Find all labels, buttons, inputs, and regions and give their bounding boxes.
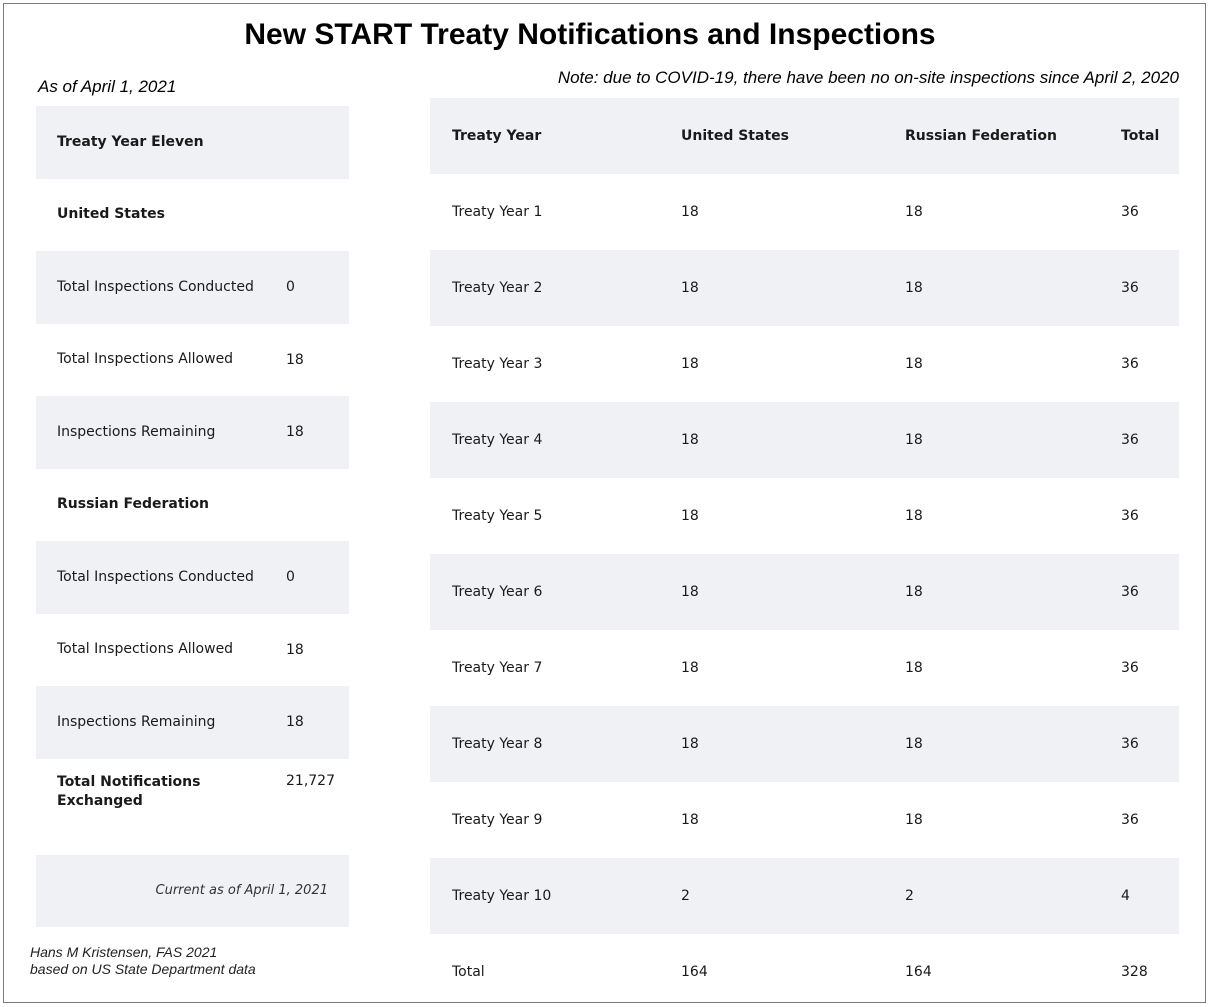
us-allowed-row [36, 324, 349, 397]
cell-united-states: 18 [681, 432, 699, 448]
cell-total: 36 [1121, 432, 1139, 448]
cell-united-states: 18 [681, 584, 699, 600]
ru-conducted-row [36, 541, 349, 614]
cell-united-states: 18 [681, 736, 699, 752]
cell-russian-federation: 18 [905, 812, 923, 828]
credit-author: Hans M Kristensen, FAS 2021 [30, 944, 218, 960]
table-row [430, 934, 1179, 1007]
cell-russian-federation: 18 [905, 280, 923, 296]
cell-russian-federation: 2 [905, 888, 914, 904]
cell-united-states: 18 [681, 356, 699, 372]
as-of-date: As of April 1, 2021 [38, 77, 177, 96]
cell-total: 36 [1121, 508, 1139, 524]
cell-treaty-year: Treaty Year 1 [452, 204, 543, 220]
cell-russian-federation: 18 [905, 204, 923, 220]
cell-united-states: 2 [681, 888, 690, 904]
cell-total: 36 [1121, 584, 1139, 600]
current-as-of: Current as of April 1, 2021 [155, 883, 328, 898]
cell-total: 36 [1121, 660, 1139, 676]
cell-russian-federation: 18 [905, 432, 923, 448]
us-conducted-label: Total Inspections Conducted [57, 278, 254, 295]
us-allowed-value: 18 [286, 351, 304, 368]
cell-russian-federation: 18 [905, 356, 923, 372]
us-remaining-label: Inspections Remaining [57, 423, 216, 440]
cell-russian-federation: 164 [905, 964, 932, 980]
notifications-row [36, 759, 349, 855]
ru-section-row [36, 469, 349, 542]
covid-note: Note: due to COVID-19, there have been no on-site inspections since April 2, 2020 [557, 68, 1179, 87]
table-row [430, 782, 1179, 858]
us-section-row [36, 179, 349, 252]
source-credit [30, 944, 256, 978]
cell-russian-federation: 18 [905, 508, 923, 524]
current-as-of-row [36, 855, 349, 927]
cell-total: 328 [1121, 964, 1148, 980]
panel-heading: Treaty Year Eleven [57, 133, 204, 150]
table-row [430, 706, 1179, 782]
cell-treaty-year: Treaty Year 10 [452, 888, 552, 904]
us-allowed-label: Total Inspections Allowed [57, 351, 234, 368]
table-row [430, 326, 1179, 402]
header-united-states: United States [681, 128, 789, 144]
cell-treaty-year: Treaty Year 5 [452, 508, 543, 524]
cell-united-states: 164 [681, 964, 708, 980]
header-russian-federation: Russian Federation [905, 128, 1057, 144]
ru-section-label: Russian Federation [57, 496, 209, 513]
cell-russian-federation: 18 [905, 736, 923, 752]
ru-remaining-row [36, 686, 349, 759]
notifications-label: Total Notifications Exchanged [57, 773, 201, 809]
us-conducted-value: 0 [286, 279, 295, 296]
cell-treaty-year: Treaty Year 3 [452, 356, 543, 372]
cell-total: 36 [1121, 356, 1139, 372]
table-row [430, 858, 1179, 934]
credit-source: based on US State Department data [30, 961, 256, 977]
table-row [430, 478, 1179, 554]
cell-total: 36 [1121, 204, 1139, 220]
cell-russian-federation: 18 [905, 660, 923, 676]
cell-treaty-year: Total [452, 964, 485, 980]
cell-treaty-year: Treaty Year 7 [452, 660, 543, 676]
table-header-row [430, 98, 1179, 174]
cell-treaty-year: Treaty Year 8 [452, 736, 543, 752]
cell-total: 4 [1121, 888, 1130, 904]
panel-heading-row [36, 106, 349, 179]
cell-united-states: 18 [681, 812, 699, 828]
us-conducted-row [36, 251, 349, 324]
treaty-year-eleven-panel [36, 106, 349, 927]
page-title: New START Treaty Notifications and Inspections [244, 18, 936, 51]
cell-total: 36 [1121, 812, 1139, 828]
us-remaining-row [36, 396, 349, 469]
cell-total: 36 [1121, 280, 1139, 296]
cell-united-states: 18 [681, 280, 699, 296]
header-treaty-year: Treaty Year [452, 128, 542, 144]
cell-russian-federation: 18 [905, 584, 923, 600]
us-remaining-value: 18 [286, 424, 304, 441]
cell-treaty-year: Treaty Year 2 [452, 280, 543, 296]
table-body [430, 174, 1179, 1007]
ru-allowed-label: Total Inspections Allowed [57, 641, 234, 658]
cell-united-states: 18 [681, 204, 699, 220]
cell-treaty-year: Treaty Year 9 [452, 812, 543, 828]
table-row [430, 174, 1179, 250]
cell-united-states: 18 [681, 660, 699, 676]
ru-remaining-label: Inspections Remaining [57, 713, 216, 730]
table-row [430, 402, 1179, 478]
notifications-value: 21,727 [286, 772, 335, 789]
header-total: Total [1121, 128, 1160, 144]
cell-treaty-year: Treaty Year 6 [452, 584, 543, 600]
table-row [430, 250, 1179, 326]
ru-allowed-value: 18 [286, 641, 304, 658]
ru-conducted-value: 0 [286, 569, 295, 586]
cell-treaty-year: Treaty Year 4 [452, 432, 543, 448]
ru-conducted-label: Total Inspections Conducted [57, 568, 254, 585]
table-row [430, 554, 1179, 630]
ru-remaining-value: 18 [286, 714, 304, 731]
ru-allowed-row [36, 614, 349, 687]
table-row [430, 630, 1179, 706]
cell-total: 36 [1121, 736, 1139, 752]
cell-united-states: 18 [681, 508, 699, 524]
us-section-label: United States [57, 206, 165, 223]
treaty-years-table [430, 98, 1179, 1007]
